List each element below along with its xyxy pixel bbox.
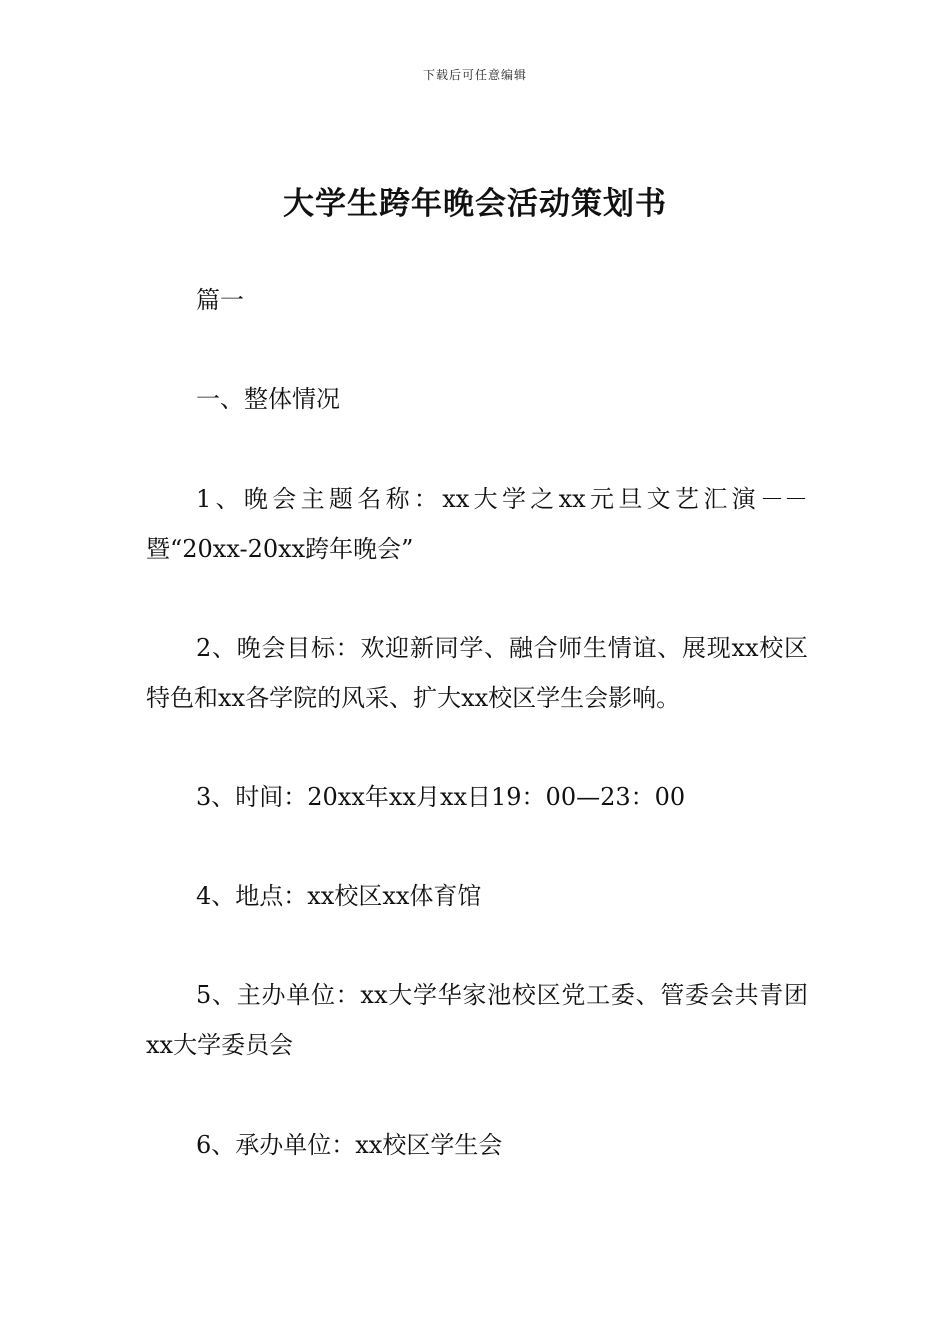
header-note: 下载后可任意编辑: [422, 68, 527, 82]
item-goal: 2、晚会目标：欢迎新同学、融合师生情谊、展现xx校区特色和xx各学院的风采、扩大xx校区学生会影响。: [146, 634, 808, 712]
section-label: 篇一: [196, 286, 244, 314]
item-host: 6、承办单位：xx校区学生会: [196, 1131, 503, 1159]
item-organizer: 5、主办单位：xx大学华家池校区党工委、管委会共青团xx大学委员会: [146, 981, 808, 1059]
item-time: 3、时间：20xx年xx月xx日19：00—23：00: [196, 783, 686, 811]
heading-overall-situation: 一、整体情况: [196, 385, 340, 413]
item-theme-name: 1、晚会主题名称：xx大学之xx元旦文艺汇演－－暨“20xx-20xx跨年晚会”: [146, 485, 808, 563]
document-title: 大学生跨年晚会活动策划书: [283, 186, 667, 222]
item-location: 4、地点：xx校区xx体育馆: [196, 882, 482, 910]
